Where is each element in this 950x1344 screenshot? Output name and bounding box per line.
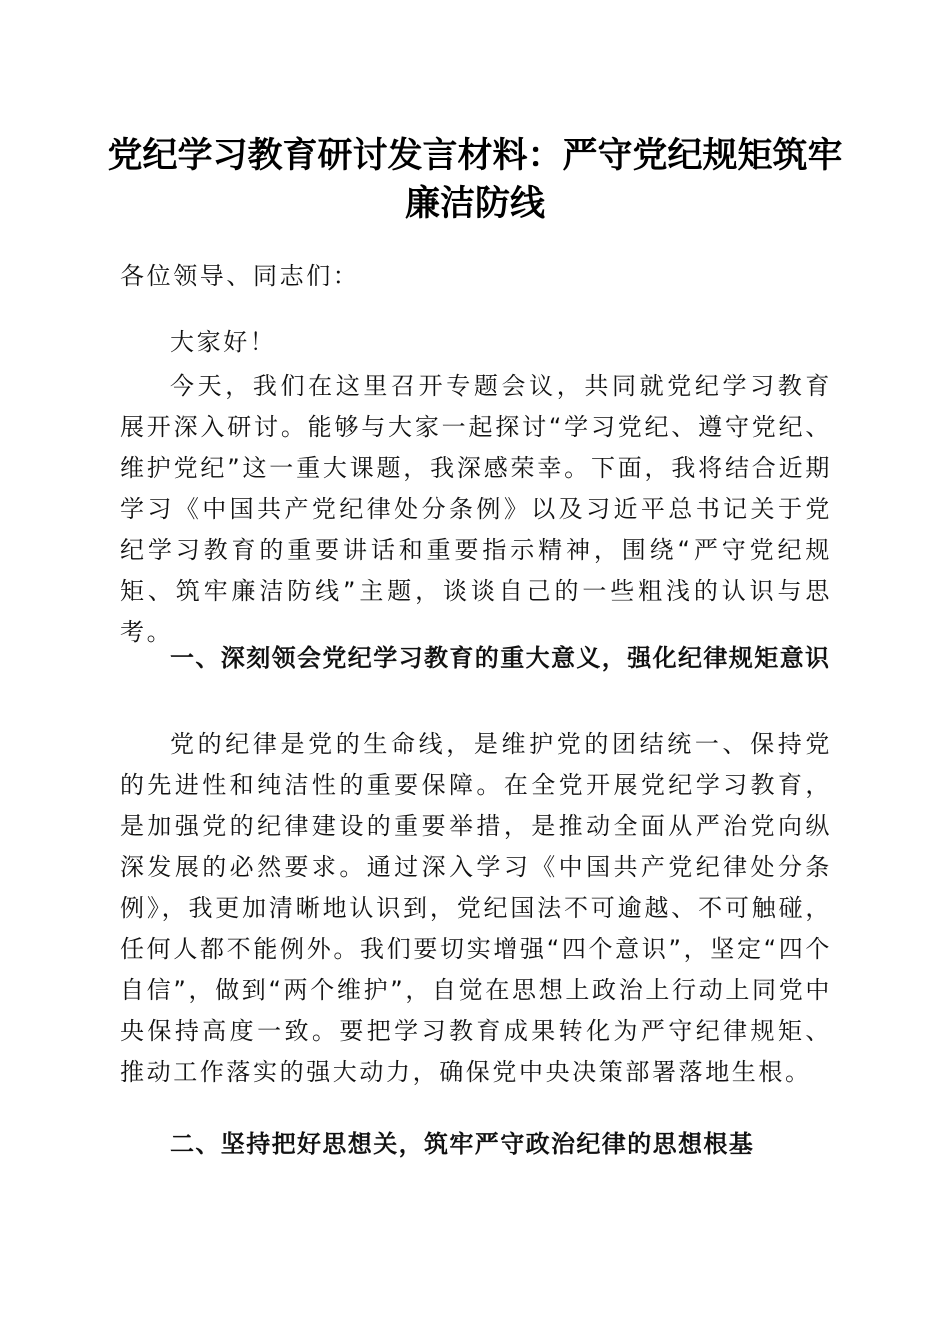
section-1-paragraph: 党的纪律是党的生命线，是维护党的团结统一、保持党的先进性和纯洁性的重要保障。在全党开展党纪学习教育，是加强党的纪律建设的重要举措，是推动全面从严治党向纵深发展的必然要求。通过深入学习《中国共产党纪律处分条例》，我更加清晰地认识到，党纪国法不可逾越、不可触碰，任何人都不能例外。我们要切实增强“四个意识”，坚定“四个自信”，做到“两个维护”，自觉在思想上政治上行动上同党中央保持高度一致。要把学习教育成果转化为严守纪律规矩、推动工作落实的强大动力，确保党中央决策部署落地生根。: [120, 730, 832, 1086]
section-heading-1: 一、深刻领会党纪学习教育的重大意义，强化纪律规矩意识: [170, 644, 831, 672]
intro-paragraph: 今天，我们在这里召开专题会议，共同就党纪学习教育展开深入研讨。能够与大家一起探讨“学习党纪、遵守党纪、维护党纪”这一重大课题，我深感荣幸。下面，我将结合近期学习《中国共产党纪律处分条例》以及习近平总书记关于党纪学习教育的重要讲话和重要指示精神，围绕“严守党纪规矩、筑牢廉洁防线”主题，谈谈自己的一些粗浅的认识与思考。: [120, 372, 832, 646]
salutation: 各位领导、同志们：: [120, 262, 360, 290]
document-title: 党纪学习教育研讨发言材料：严守党纪规矩筑牢廉洁防线: [107, 135, 843, 224]
section-heading-2: 二、坚持把好思想关，筑牢严守政治纪律的思想根基: [170, 1130, 755, 1158]
greeting: 大家好！: [170, 328, 277, 356]
